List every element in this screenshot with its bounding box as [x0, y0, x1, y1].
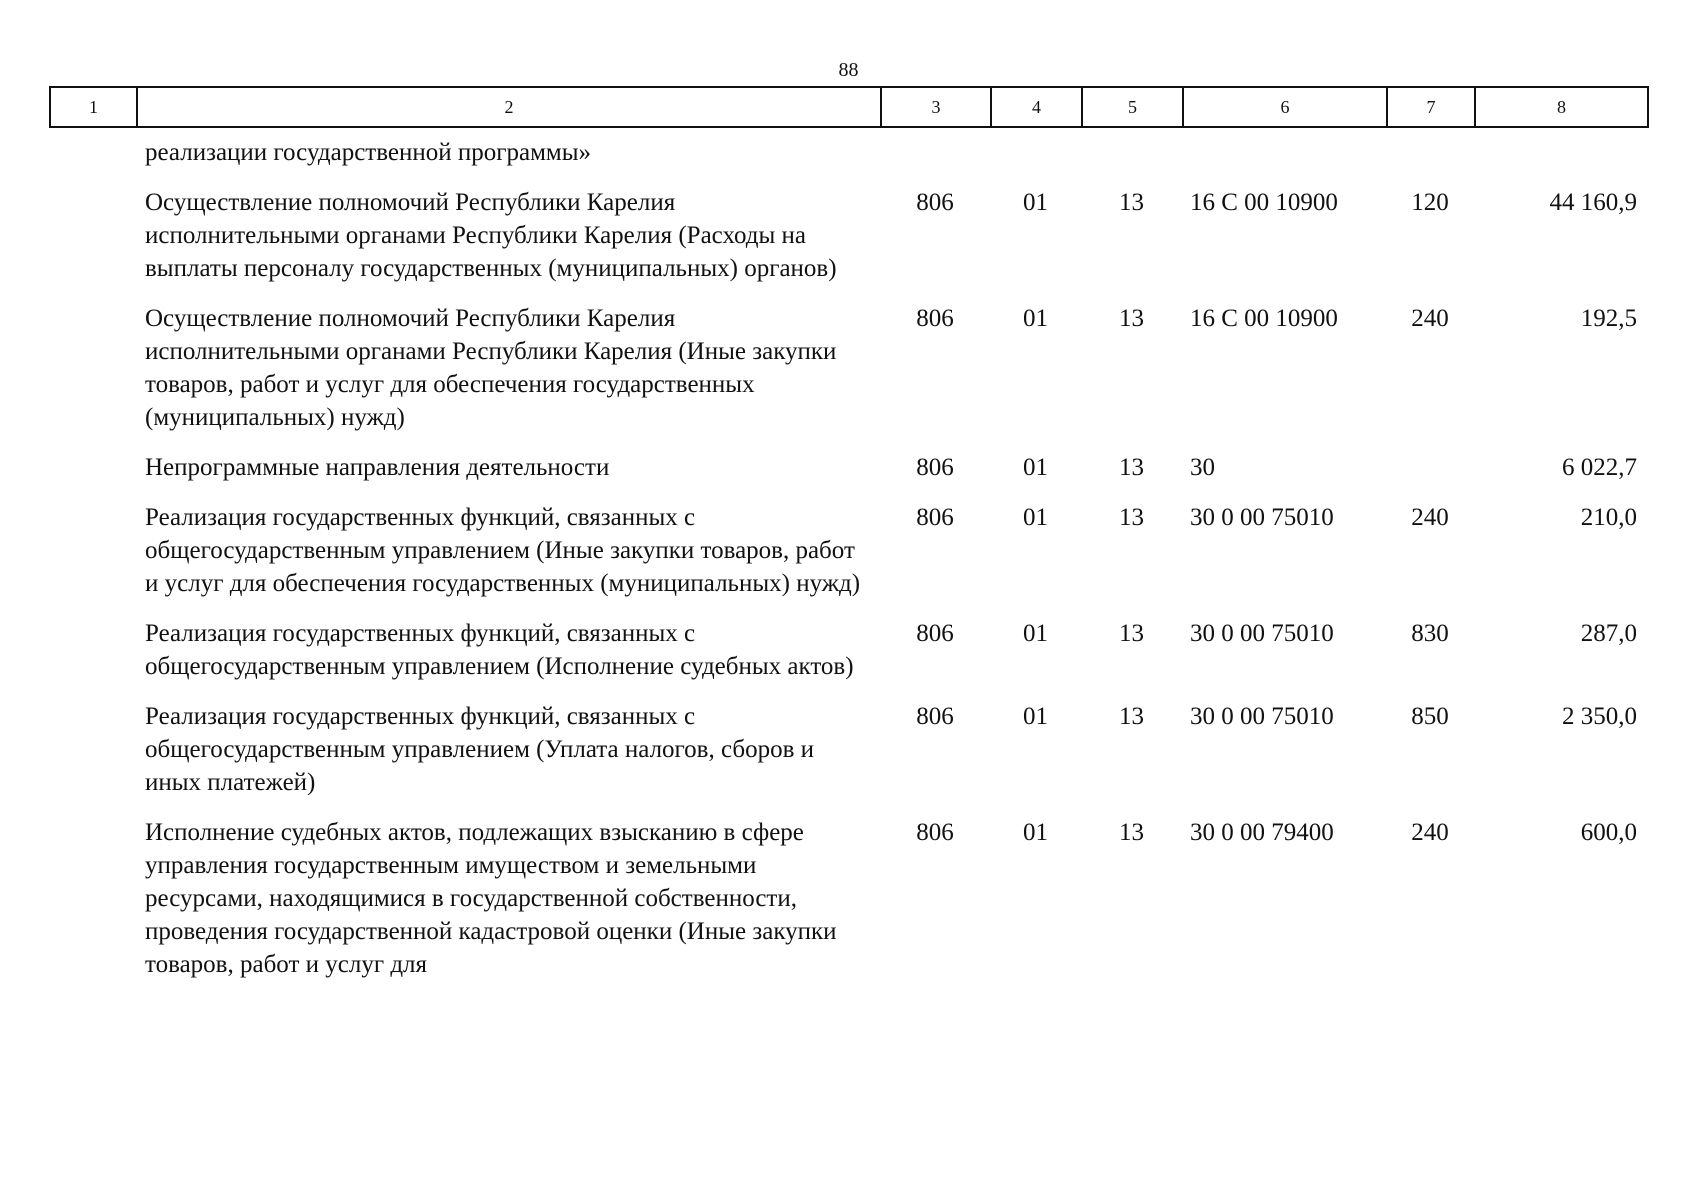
cell-name: Осуществление полномочий Республики Карелия исполнительными органами Республики Карелия (Иные закупки товаров, работ и услуг для обеспечения государственных (муниципальных) нужд) [145, 305, 837, 431]
header-col-8: 8 [1557, 96, 1566, 117]
cell-col-7: 240 [1411, 819, 1449, 846]
header-col-3: 3 [882, 88, 992, 126]
cell-col-3: 806 [916, 454, 954, 481]
cell-col-7: 240 [1411, 504, 1449, 531]
table-row [49, 816, 1646, 981]
cell-name: Исполнение судебных актов, подлежащих взысканию в сфере управления государственным имуществом и земельными ресурсами, находящимися в государственной собственности, проведения государственной кадастровой оценки (Иные закупки товаров, работ и услуг для [145, 819, 837, 978]
header-col-1: 1 [51, 88, 138, 126]
cell-name: Реализация государственных функций, связанных с общегосударственным управлением (Исполнение судебных актов) [145, 620, 854, 680]
cell-col-5: 13 [1119, 819, 1144, 846]
cell-col-3: 806 [916, 504, 954, 531]
cell-col-8: 600,0 [1580, 819, 1637, 846]
cell-col-7: 120 [1411, 189, 1449, 216]
header-col-5: 5 [1083, 88, 1184, 126]
cell-col-6: 30 [1190, 454, 1215, 481]
cell-col-5: 13 [1119, 189, 1144, 216]
cell-col-5: 13 [1119, 504, 1144, 531]
cell-col-3: 806 [916, 703, 954, 730]
cell-col-7: 850 [1411, 703, 1449, 730]
cell-col-7: 830 [1411, 620, 1449, 647]
header-col-2: 2 [138, 88, 882, 126]
cell-name: Осуществление полномочий Республики Карелия исполнительными органами Республики Карелия (Расходы на выплаты персоналу государственных (муниципальных) органов) [145, 189, 837, 282]
cell-col-5: 13 [1119, 305, 1144, 332]
cell-col-6: 30 0 00 75010 [1190, 620, 1334, 647]
cell-col-8: 6 022,7 [1562, 454, 1637, 481]
cell-col-4: 01 [1023, 504, 1048, 531]
table-row [49, 136, 1646, 169]
table-row [49, 617, 1646, 683]
cell-col-3: 806 [916, 819, 954, 846]
cell-col-6: 16 С 00 10900 [1190, 305, 1338, 332]
cell-col-3: 806 [916, 305, 954, 332]
cell-name: Непрограммные направления деятельности [145, 454, 610, 481]
cell-col-7: 240 [1411, 305, 1449, 332]
cell-name: реализации государственной программы» [145, 139, 592, 166]
header-col-6: 6 [1184, 88, 1388, 126]
cell-col-4: 01 [1023, 454, 1048, 481]
table-row [49, 186, 1646, 285]
cell-col-3: 806 [916, 620, 954, 647]
cell-col-5: 13 [1119, 454, 1144, 481]
cell-name: Реализация государственных функций, связанных с общегосударственным управлением (Иные закупки товаров, работ и услуг для обеспечения государственных (муниципальных) нужд) [145, 504, 861, 597]
cell-col-6: 16 С 00 10900 [1190, 189, 1338, 216]
table-row [49, 302, 1646, 434]
header-col-4: 4 [992, 88, 1083, 126]
cell-col-8: 44 160,9 [1549, 189, 1637, 216]
table-row [49, 501, 1646, 600]
table-row [49, 700, 1646, 799]
table-header [49, 86, 1649, 128]
cell-col-8: 192,5 [1580, 305, 1637, 332]
cell-col-5: 13 [1119, 703, 1144, 730]
cell-col-4: 01 [1023, 189, 1048, 216]
cell-col-8: 2 350,0 [1562, 703, 1637, 730]
table-body [49, 136, 1646, 998]
cell-col-6: 30 0 00 75010 [1190, 703, 1334, 730]
cell-col-4: 01 [1023, 305, 1048, 332]
cell-col-3: 806 [916, 189, 954, 216]
cell-col-8: 210,0 [1580, 504, 1637, 531]
cell-name: Реализация государственных функций, связанных с общегосударственным управлением (Уплата налогов, сборов и иных платежей) [145, 703, 815, 796]
table-row [49, 451, 1646, 484]
cell-col-6: 30 0 00 79400 [1190, 819, 1334, 846]
cell-col-4: 01 [1023, 703, 1048, 730]
header-col-7: 7 [1388, 88, 1476, 126]
cell-col-5: 13 [1119, 620, 1144, 647]
page-number: 88 [838, 59, 859, 81]
cell-col-6: 30 0 00 75010 [1190, 504, 1334, 531]
cell-col-4: 01 [1023, 819, 1048, 846]
cell-col-8: 287,0 [1580, 620, 1637, 647]
cell-col-4: 01 [1023, 620, 1048, 647]
